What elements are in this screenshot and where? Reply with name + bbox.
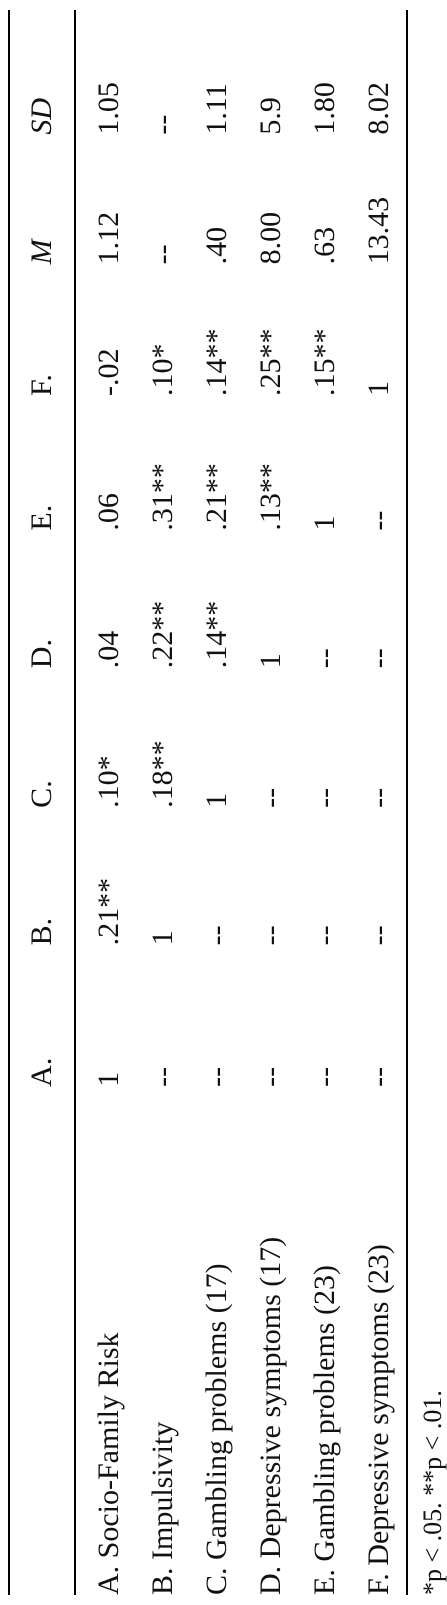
column-header-f: F. (25, 374, 58, 396)
table-cell: 1 (308, 515, 341, 531)
table-row (244, 10, 298, 1595)
table-cell: -- (254, 787, 287, 808)
table-cell: -- (146, 244, 179, 265)
column-header-variable (9, 1087, 75, 1595)
table-cell: .63 (308, 226, 341, 265)
column-header-mean: M (25, 239, 58, 265)
table-cell: .06 (92, 493, 125, 531)
table-cell: -- (362, 1066, 395, 1087)
table-cell: .15** (308, 328, 341, 396)
table-cell: -- (146, 114, 179, 135)
table-cell: -- (200, 1066, 233, 1087)
column-header-d: D. (25, 639, 58, 669)
table-cell: -.02 (92, 348, 125, 396)
table-cell: .14** (200, 328, 233, 396)
table-row (298, 10, 352, 1595)
correlation-table (8, 10, 408, 1595)
table-cell: -- (254, 925, 287, 946)
table-cell: .21** (200, 463, 233, 531)
table-row (136, 10, 190, 1595)
column-header-sd: SD (25, 98, 58, 135)
table-cell: 1 (146, 930, 179, 946)
table-cell: 13.43 (362, 196, 395, 265)
table-cell: 1 (362, 380, 395, 396)
table-cell: 1 (92, 1071, 125, 1087)
table-cell: 1.05 (92, 82, 125, 135)
column-header-e: E. (25, 504, 58, 531)
table-cell: .31** (146, 463, 179, 531)
column-header-c: C. (25, 780, 58, 808)
table-cell: .14** (200, 600, 233, 669)
table-cell: -- (200, 925, 233, 946)
row-label: C. Gambling problems (17) (200, 1263, 233, 1595)
table-cell: 1 (254, 653, 287, 669)
row-label: A. Socio-Family Risk (92, 1332, 125, 1595)
table-cell: 1.80 (308, 82, 341, 135)
table-cell: .10* (92, 755, 125, 808)
row-label: E. Gambling problems (23) (308, 1265, 341, 1595)
row-label: B. Impulsivity (146, 1421, 179, 1595)
table-cell: .10* (146, 343, 179, 396)
column-header-a: A. (25, 1057, 58, 1087)
column-header-b: B. (25, 917, 58, 946)
table-cell: -- (308, 787, 341, 808)
table-cell: 1.12 (92, 211, 125, 265)
table-cell: 8.00 (254, 211, 287, 265)
table-row (352, 10, 407, 1595)
table-cell: 1 (200, 792, 233, 808)
table-header-row (9, 10, 75, 1595)
table-cell: 8.02 (362, 82, 395, 135)
table-cell: .40 (200, 226, 233, 265)
table-cell: .18** (146, 740, 179, 808)
table-cell: .21** (92, 877, 125, 946)
table-cell: 1.11 (200, 83, 233, 135)
table-cell: .22** (146, 600, 179, 669)
table-cell: -- (362, 787, 395, 808)
table-cell: -- (308, 648, 341, 669)
table-row (75, 10, 136, 1595)
table-cell: .04 (92, 630, 125, 669)
table-cell: .13** (254, 463, 287, 531)
table-cell: -- (308, 925, 341, 946)
table-cell: -- (254, 1066, 287, 1087)
table-cell: -- (362, 648, 395, 669)
table-cell: .25** (254, 328, 287, 396)
table-row (190, 10, 244, 1595)
table-cell: -- (308, 1066, 341, 1087)
table-note: *p < .05. **p < .01. (418, 1390, 447, 1595)
table-cell: 5.9 (254, 97, 287, 135)
table-cell: -- (146, 1066, 179, 1087)
row-label: D. Depressive symptoms (17) (254, 1236, 287, 1595)
row-label: F. Depressive symptoms (23) (362, 1244, 395, 1595)
table-cell: -- (362, 925, 395, 946)
table-cell: -- (362, 510, 395, 531)
